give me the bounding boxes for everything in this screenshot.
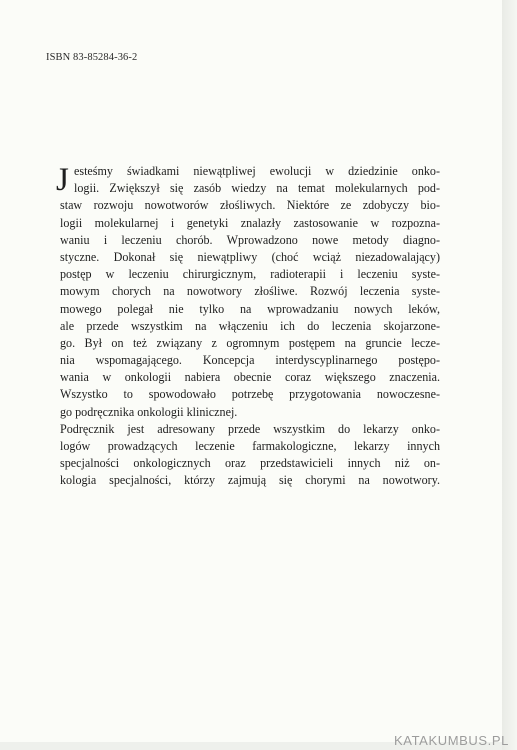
text-line: staw rozwoju nowotworów złośliwych. Niektóre ze zdobyczy bio- — [60, 198, 440, 213]
page-edge — [502, 0, 517, 750]
text-line: mowym chorych na nowotwory złośliwe. Rozwój leczenia syste- — [60, 284, 440, 299]
text-line: esteśmy świadkami niewątpliwej ewolucji w dziedzinie onko- — [74, 164, 440, 178]
isbn-number: ISBN 83-85284-36-2 — [46, 52, 138, 63]
watermark-text: KATAKUMBUS.PL — [394, 733, 509, 748]
text-line: kologia specjalności, którzy zajmują się chorymi na nowotwory. — [60, 473, 440, 488]
text-line: go podręcznika onkologii klinicznej. — [60, 404, 238, 419]
text-line: waniu i leczeniu chorób. Wprowadzono nowe metody diagno- — [60, 232, 440, 247]
text-line: mowego polegał nie tylko na wprowadzaniu nowych leków, — [60, 301, 440, 316]
text-line: ale przede wszystkim na włączeniu ich do leczenia skojarzone- — [60, 318, 440, 333]
blurb-text — [56, 162, 440, 490]
text-line: Wszystko to spowodowało potrzebę przygotowania nowoczesne- — [60, 387, 440, 402]
text-line: specjalności onkologicznych oraz przedstawicieli innych niż on- — [60, 456, 440, 471]
drop-cap-letter: J — [56, 162, 69, 198]
text-line: logii. Zwiększył się zasób wiedzy na temat molekularnych pod- — [74, 181, 440, 196]
text-line: logów prowadzących leczenie farmakologiczne, lekarzy innych — [60, 439, 440, 453]
text-line: postęp w leczeniu chirurgicznym, radioterapii i leczeniu syste- — [60, 267, 440, 282]
text-line: wania w onkologii nabiera obecnie coraz większego znaczenia. — [60, 370, 440, 385]
text-line: nia wspomagającego. Koncepcja interdyscyplinarnego postępo- — [60, 353, 440, 368]
text-line: go. Był on też związany z ogromnym postępem na gruncie lecze- — [60, 335, 440, 350]
text-line: Podręcznik jest adresowany przede wszystkim do lekarzy onko- — [60, 421, 440, 436]
text-line: styczne. Dokonał się niewątpliwy (choć wciąż niezadowalający) — [60, 249, 440, 264]
text-line: logii molekularnej i genetyki znalazły zastosowanie w rozpozna- — [60, 215, 440, 230]
